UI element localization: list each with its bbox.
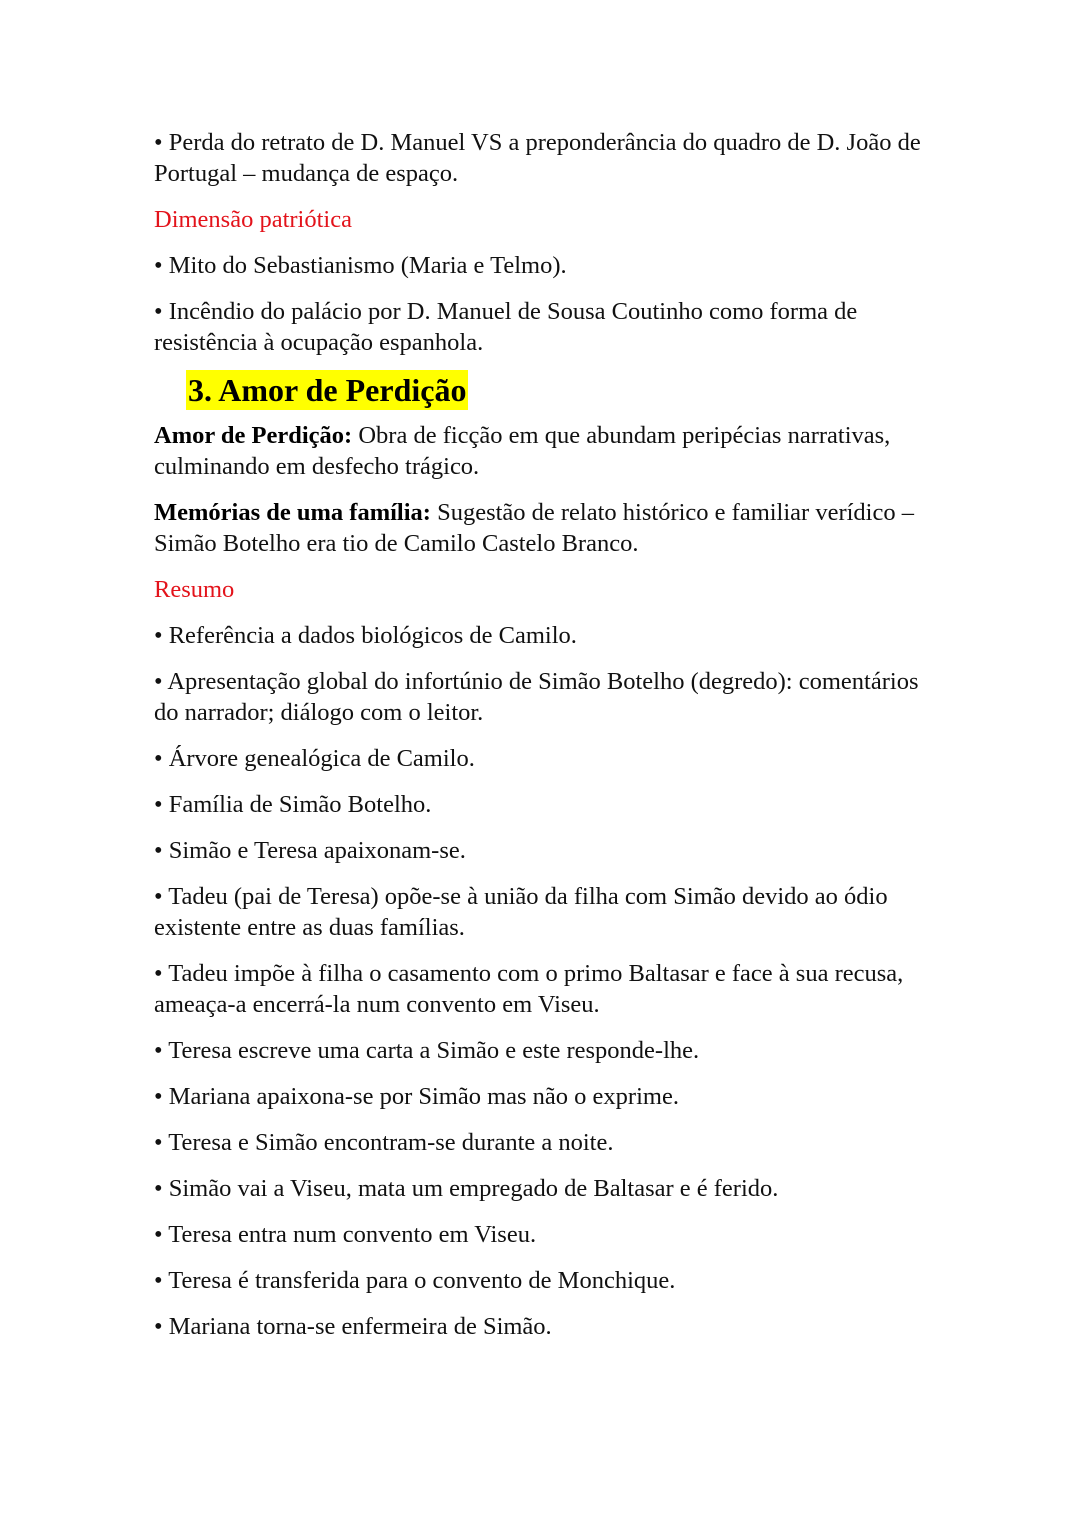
bullet-item: • Teresa entra num convento em Viseu. bbox=[154, 1221, 537, 1248]
bullet-item: • Árvore genealógica de Camilo. bbox=[154, 745, 475, 772]
bullet-item: • Referência a dados biológicos de Camilo. bbox=[154, 622, 577, 649]
bullet-item: • Teresa é transferida para o convento de Monchique. bbox=[154, 1267, 676, 1294]
bullet-item: • Simão vai a Viseu, mata um empregado de Baltasar e é ferido. bbox=[154, 1175, 779, 1202]
bullet-item: • Teresa e Simão encontram-se durante a noite. bbox=[154, 1129, 614, 1156]
bullet-item: • Família de Simão Botelho. bbox=[154, 791, 432, 818]
section-label-summary: Resumo bbox=[154, 576, 235, 603]
definition-term: Memórias de uma família: bbox=[154, 499, 431, 526]
definition-paragraph bbox=[154, 420, 934, 482]
section-heading-container bbox=[186, 370, 934, 414]
bullet-item: • Teresa escreve uma carta a Simão e este responde-lhe. bbox=[154, 1037, 700, 1064]
bullet-item: • Tadeu (pai de Teresa) opõe-se à união da filha com Simão devido ao ódio existente entre as duas famílias. bbox=[154, 883, 888, 941]
bullet-item: • Perda do retrato de D. Manuel VS a preponderância do quadro de D. João de Portugal – mudança de espaço. bbox=[154, 129, 921, 187]
section-heading: 3. Amor de Perdição bbox=[188, 372, 467, 408]
bullet-item: • Apresentação global do infortúnio de Simão Botelho (degredo): comentários do narrador; diálogo com o leitor. bbox=[154, 668, 919, 726]
bullet-item: • Tadeu impõe à filha o casamento com o primo Baltasar e face à sua recusa, ameaça-a encerrá-la num convento em Viseu. bbox=[154, 960, 904, 1018]
bullet-item: • Simão e Teresa apaixonam-se. bbox=[154, 837, 466, 864]
bullet-item: • Mariana torna-se enfermeira de Simão. bbox=[154, 1313, 552, 1340]
bullet-item: • Mariana apaixona-se por Simão mas não o exprime. bbox=[154, 1083, 679, 1110]
bullet-item: • Mito do Sebastianismo (Maria e Telmo). bbox=[154, 252, 567, 279]
definition-term: Amor de Perdição: bbox=[154, 422, 353, 449]
section-label-patriotic: Dimensão patriótica bbox=[154, 206, 352, 233]
definition-text: Obra de ficção em que abundam peripécias narrativas, culminando em desfecho trágico. bbox=[154, 422, 891, 480]
definition-text: Sugestão de relato histórico e familiar verídico – Simão Botelho era tio de Camilo Castelo Branco. bbox=[154, 499, 914, 557]
definition-paragraph bbox=[154, 497, 934, 559]
document-page bbox=[154, 127, 934, 1357]
bullet-item: • Incêndio do palácio por D. Manuel de Sousa Coutinho como forma de resistência à ocupação espanhola. bbox=[154, 298, 858, 356]
